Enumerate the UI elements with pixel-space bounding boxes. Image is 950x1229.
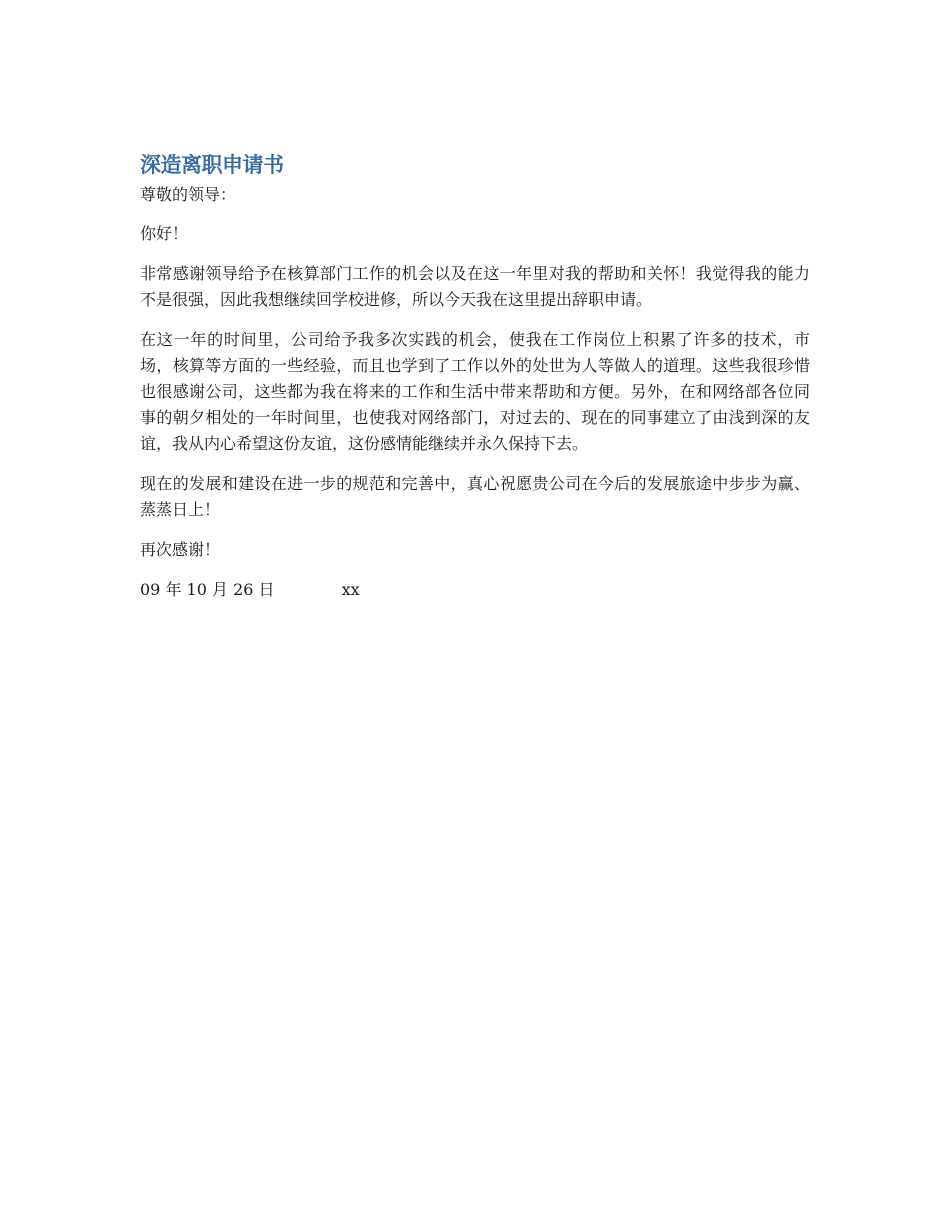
salutation: 尊敬的领导： bbox=[140, 185, 237, 204]
closing: 再次感谢！ bbox=[140, 540, 221, 559]
signature-name: xx bbox=[341, 580, 360, 599]
document-body bbox=[140, 150, 810, 603]
paragraph-experience: 在这一年的时间里，公司给予我多次实践的机会，使我在工作岗位上积累了许多的技术，市场，核算等方面的一些经验，而且也学到了工作以外的处世为人等做人的道理。这些我很珍惜也很感谢公司，这些都为我在将来的工作和生活中带来帮助和方便。另外，在和网络部各位同事的朝夕相处的一年时间里，也使我对网络部门，对过去的、现在的同事建立了由浅到深的友谊，我从内心希望这份友谊，这份感情能继续并永久保持下去。 bbox=[140, 330, 810, 453]
signature-date: 09 年 10 月 26 日 bbox=[140, 580, 275, 599]
greeting: 你好！ bbox=[140, 224, 189, 243]
paragraph-gratitude: 非常感谢领导给予在核算部门工作的机会以及在这一年里对我的帮助和关怀！我觉得我的能力不是很强，因此我想继续回学校进修，所以今天我在这里提出辞职申请。 bbox=[140, 264, 810, 309]
document-title: 深造离职申请书 bbox=[140, 153, 284, 177]
signature-line bbox=[140, 577, 810, 603]
paragraph-wishes: 现在的发展和建设在进一步的规范和完善中，真心祝愿贵公司在今后的发展旅途中步步为赢、蒸蒸日上！ bbox=[140, 474, 810, 519]
